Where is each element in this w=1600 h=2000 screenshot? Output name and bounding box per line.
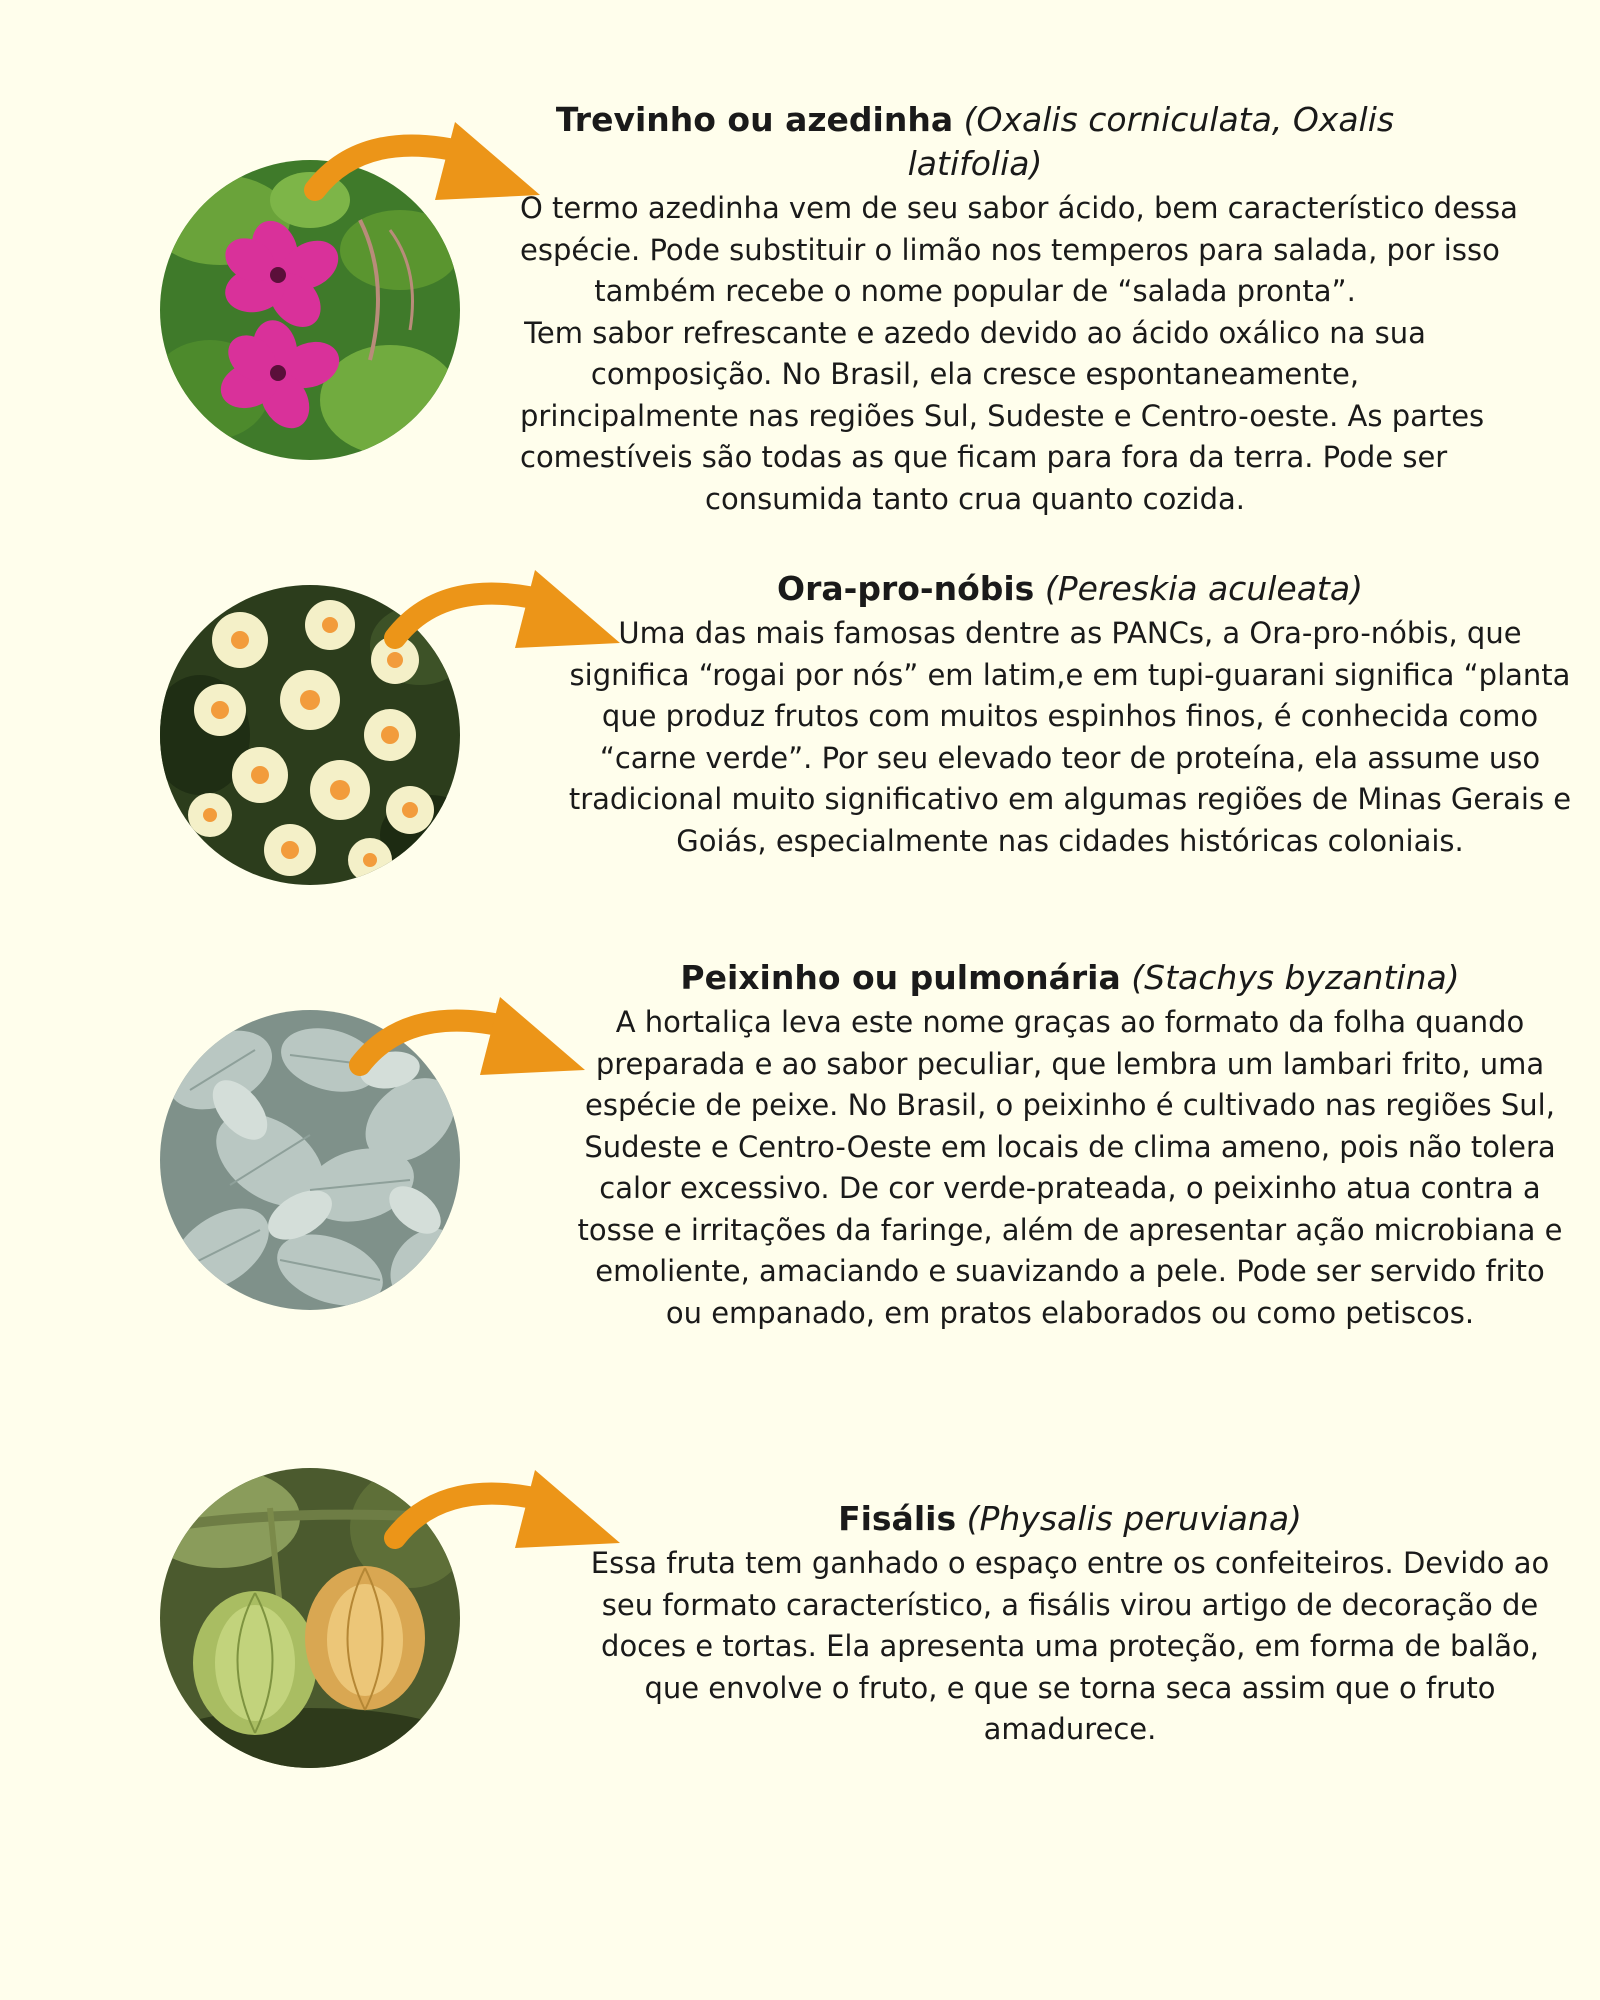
description-line: Uma das mais famosas dentre as PANCs, a Ora-pro-nóbis, que	[618, 616, 1522, 650]
description-line: que envolve o fruto, e que se torna seca assim que o fruto	[644, 1670, 1496, 1705]
plant-name: Trevinho ou azedinha	[555, 100, 954, 139]
plant-title	[560, 567, 1580, 611]
plant-scientific-name: (Oxalis corniculata, Oxalis latifolia)	[907, 100, 1395, 183]
description-line: Sudeste e Centro-Oeste em locais de clima ameno, pois não tolera	[584, 1129, 1556, 1164]
description-line: emoliente, amaciando e suavizando a pele. Pode ser servido frito	[595, 1254, 1545, 1288]
description-line: seu formato característico, a fisális virou artigo de decoração de	[601, 1587, 1539, 1622]
plant-title	[570, 1497, 1570, 1541]
description-line: “carne verde”. Por seu elevado teor de proteína, ela assume uso	[599, 740, 1541, 775]
description-line: Goiás, especialmente nas cidades históricas coloniais.	[676, 823, 1464, 858]
plant-name: Ora-pro-nóbis	[777, 569, 1035, 608]
description-line: A hortaliça leva este nome graças ao formato da folha quando	[615, 1005, 1525, 1039]
description-line: também recebe o nome popular de “salada pronta”.	[594, 274, 1356, 308]
description-line: amadurece.	[983, 1712, 1157, 1746]
description-line: espécie de peixe. No Brasil, o peixinho é cultivado nas regiões Sul,	[585, 1088, 1555, 1122]
description-line: consumida tanto crua quanto cozida.	[705, 481, 1245, 516]
description-line: tradicional muito significativo em algumas regiões de Minas Gerais e	[568, 782, 1572, 816]
description-line: tosse e irritações da faringe, além de apresentar ação microbiana e	[577, 1212, 1563, 1247]
description-line: O termo azedinha vem de seu sabor ácido, bem característico dessa	[520, 191, 1518, 225]
plant-scientific-name: (Pereskia aculeata)	[1044, 569, 1363, 608]
plant-title	[560, 956, 1580, 1000]
description-line: Tem sabor refrescante e azedo devido ao ácido oxálico na sua	[524, 315, 1426, 350]
arrow-icon	[305, 120, 555, 220]
description-line: ou empanado, em pratos elaborados ou como petiscos.	[665, 1295, 1475, 1330]
plant-description	[560, 567, 1580, 862]
description-line: que produz frutos com muitos espinhos finos, é conhecida como	[601, 699, 1539, 733]
description-line: composição. No Brasil, ela cresce espontaneamente,	[590, 357, 1360, 391]
description-line: calor excessivo. De cor verde-prateada, o peixinho atua contra a	[599, 1171, 1541, 1205]
plant-title	[520, 98, 1430, 186]
plant-description	[570, 1497, 1570, 1751]
description-line: doces e tortas. Ela apresenta uma proteção, em forma de balão,	[601, 1629, 1539, 1663]
plant-description	[560, 956, 1580, 1334]
plant-description	[520, 98, 1518, 520]
description-line: Essa fruta tem ganhado o espaço entre os confeiteiros. Devido ao	[590, 1546, 1550, 1580]
description-line: comestíveis são todas as que ficam para fora da terra. Pode ser	[520, 440, 1448, 474]
plant-scientific-name: (Physalis peruviana)	[966, 1499, 1302, 1538]
description-line: preparada e ao sabor peculiar, que lembra um lambari frito, uma	[595, 1046, 1545, 1081]
description-line: espécie. Pode substituir o limão nos temperos para salada, por isso	[520, 232, 1500, 267]
description-line: principalmente nas regiões Sul, Sudeste e Centro-oeste. As partes	[520, 398, 1485, 433]
description-line: significa “rogai por nós” em latim,e em tupi-guarani significa “planta	[569, 657, 1571, 692]
plant-name: Fisális	[838, 1499, 957, 1538]
plant-name: Peixinho ou pulmonária	[680, 958, 1121, 997]
plant-scientific-name: (Stachys byzantina)	[1131, 958, 1460, 997]
